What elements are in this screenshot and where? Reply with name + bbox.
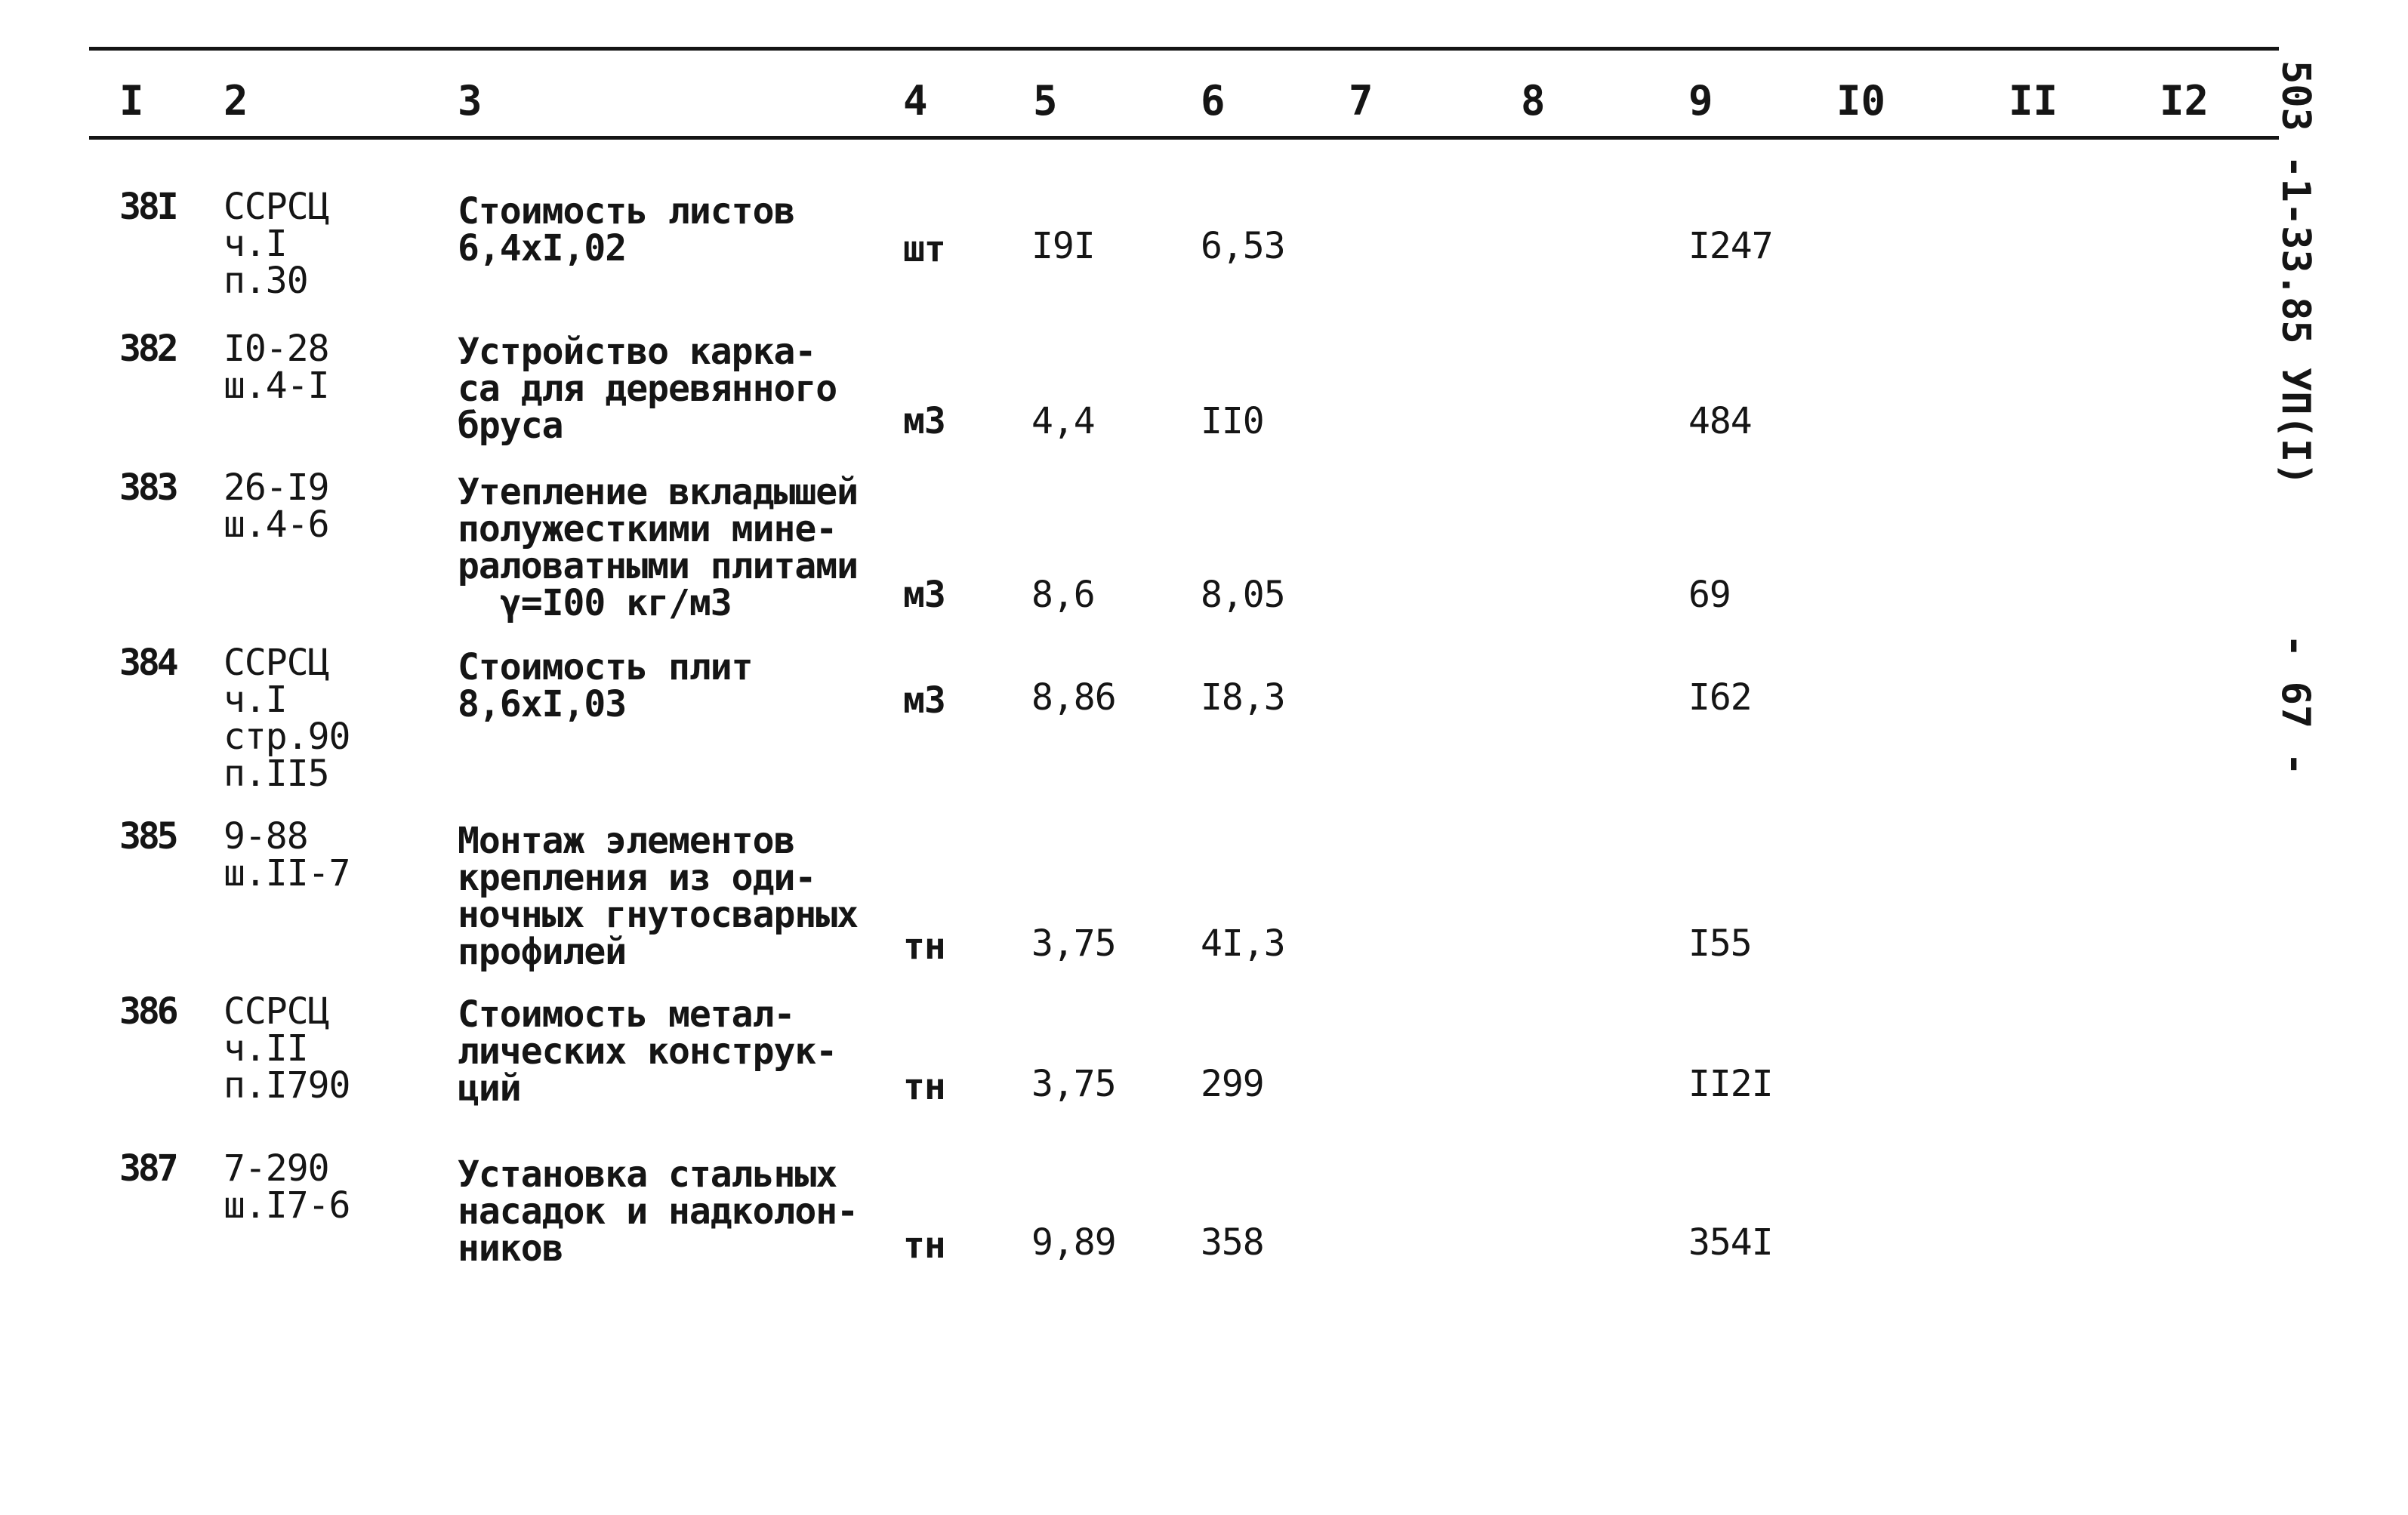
unit-price: 358 [1201, 1221, 1264, 1264]
total-cost: 484 [1688, 400, 1752, 442]
unit-price: 6,53 [1201, 225, 1285, 267]
total-cost: I247 [1688, 225, 1773, 267]
total-cost: 354I [1688, 1221, 1773, 1264]
rate-code: ССРСЦ ч.I п.30 [224, 186, 329, 302]
unit: шт [903, 228, 945, 270]
row-number: 38I [119, 186, 176, 228]
column-header-7: 7 [1349, 77, 1374, 125]
rate-code: ССРСЦ ч.II п.I790 [224, 990, 350, 1107]
work-description: Стоимость плит 8,6хI,03 [458, 646, 753, 725]
column-header-3: 3 [458, 77, 483, 125]
page-number: - 67 - [2273, 634, 2318, 776]
quantity: 3,75 [1031, 1063, 1116, 1105]
work-description: Установка стальных насадок и надколон- ников [458, 1153, 859, 1270]
column-header-2: 2 [224, 77, 248, 125]
work-description: Стоимость листов 6,4хI,02 [458, 190, 795, 269]
unit-price: 8,05 [1201, 574, 1285, 616]
unit: м3 [903, 679, 945, 722]
row-number: 382 [119, 328, 176, 370]
table-top-rule [89, 47, 2279, 51]
total-cost: I62 [1688, 676, 1752, 719]
table-header-rule [89, 136, 2279, 140]
column-header-6: 6 [1201, 77, 1226, 125]
quantity: 8,6 [1031, 574, 1095, 616]
column-header-10: I0 [1836, 77, 1886, 125]
rate-code: ССРСЦ ч.I стр.90 п.II5 [224, 642, 350, 795]
unit-price: 4I,3 [1201, 922, 1285, 965]
quantity: 9,89 [1031, 1221, 1116, 1264]
work-description: Монтаж элементов крепления из оди- ночных гнутосварных профилей [458, 820, 859, 973]
column-header-4: 4 [903, 77, 928, 125]
rate-code: 9-88 ш.II-7 [224, 815, 350, 895]
work-description: Устройство карка- са для деревянного бруса [458, 331, 837, 447]
row-number: 385 [119, 815, 176, 858]
row-number: 386 [119, 990, 176, 1033]
unit: м3 [903, 574, 945, 616]
column-header-9: 9 [1688, 77, 1713, 125]
total-cost: 69 [1688, 574, 1731, 616]
unit-price: 299 [1201, 1063, 1264, 1105]
unit-price: II0 [1201, 400, 1264, 442]
quantity: I9I [1031, 225, 1095, 267]
rate-code: 26-I9 ш.4-6 [224, 467, 329, 546]
column-header-11: II [2009, 77, 2058, 125]
column-header-8: 8 [1521, 77, 1546, 125]
column-header-12: I2 [2160, 77, 2209, 125]
column-header-5: 5 [1033, 77, 1058, 125]
quantity: 4,4 [1031, 400, 1095, 442]
rate-code: I0-28 ш.4-I [224, 328, 329, 407]
rate-code: 7-290 ш.I7-6 [224, 1147, 350, 1227]
work-description: Стоимость метал- лических конструк- ций [458, 993, 837, 1110]
quantity: 8,86 [1031, 676, 1116, 719]
row-number: 384 [119, 642, 176, 684]
document-code: 503 -1-33.85 УП(I) [2273, 60, 2318, 486]
unit: тн [903, 1066, 945, 1108]
row-number: 383 [119, 467, 176, 509]
column-header-1: I [119, 77, 144, 125]
total-cost: I55 [1688, 922, 1752, 965]
unit: тн [903, 1224, 945, 1267]
unit: тн [903, 925, 945, 968]
unit: м3 [903, 400, 945, 442]
row-number: 387 [119, 1147, 176, 1190]
quantity: 3,75 [1031, 922, 1116, 965]
total-cost: II2I [1688, 1063, 1773, 1105]
work-description: Утепление вкладышей полужесткими мине- раловатными плитами γ=I00 кг/м3 [458, 471, 859, 624]
unit-price: I8,3 [1201, 676, 1285, 719]
